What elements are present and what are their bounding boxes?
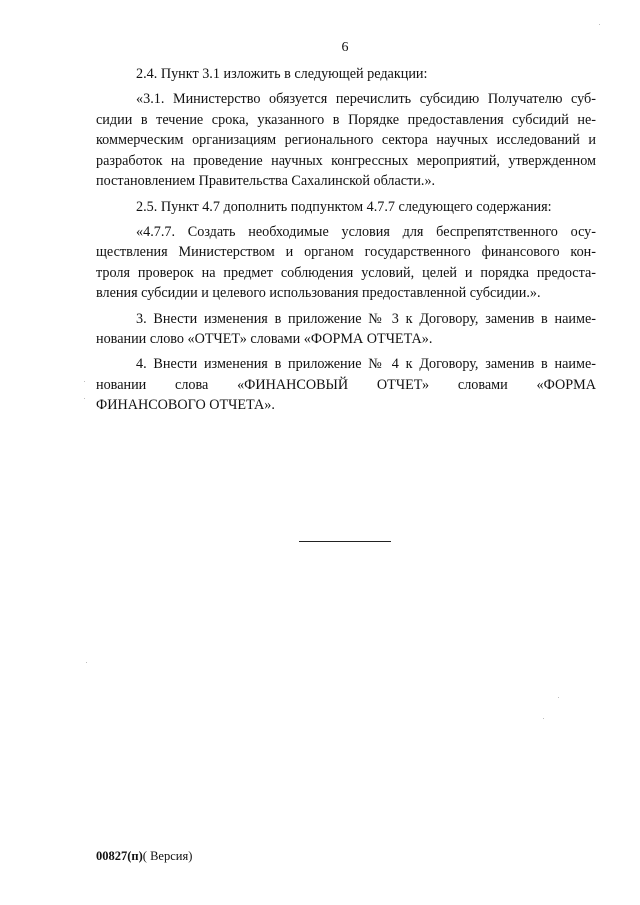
document-body (96, 64, 596, 416)
text-line: коммерческим организациям регионального сектора научных исследований и (96, 132, 596, 149)
text-line: разработок на проведение научных конгрессных мероприятий, утвержденном (96, 152, 596, 169)
paragraph-2-5 (96, 197, 596, 218)
paragraph-2-4 (96, 64, 596, 85)
text-line: «4.7.7. Создать необходимые условия для беспрепятственного осу- (136, 223, 596, 240)
page-number: 6 (341, 40, 349, 55)
text-line: постановлением Правительства Сахалинской области.». (96, 173, 436, 190)
paragraph-4 (96, 354, 596, 416)
text-line: «3.1. Министерство обязуется перечислить субсидию Получателю суб- (136, 91, 596, 108)
scan-speck (84, 398, 85, 399)
document-code: 00827(п) (96, 849, 143, 863)
separator-line (299, 541, 391, 542)
scan-speck (84, 381, 85, 382)
text-line: 2.4. Пункт 3.1 изложить в следующей редакции: (136, 66, 428, 82)
text-line: новании слова «ФИНАНСОВЫЙ ОТЧЕТ» словами «ФОРМА (96, 376, 596, 393)
text-line: вления субсидии и целевого использования предоставленной субсидии.». (96, 285, 541, 302)
paragraph-3 (96, 309, 596, 350)
text-line: ществления Министерством и органом государственного финансового кон- (96, 244, 596, 261)
scan-speck (543, 718, 544, 719)
text-line: 3. Внести изменения в приложение № 3 к Договору, заменив в наиме- (136, 310, 596, 327)
scan-speck (558, 697, 559, 698)
text-line: сидии в течение срока, указанного в Порядке предоставления субсидий не- (96, 111, 596, 128)
text-line: троля проверок на предмет соблюдения условий, целей и порядка предоста- (96, 264, 596, 281)
document-version: ( Версия) (142, 849, 193, 863)
text-line: новании слово «ОТЧЕТ» словами «ФОРМА ОТЧЕТА». (96, 331, 433, 348)
scan-speck (86, 662, 87, 663)
paragraph-3-1-quote (96, 89, 596, 192)
footer (96, 849, 192, 864)
text-line: 4. Внести изменения в приложение № 4 к Договору, заменив в наиме- (136, 356, 596, 373)
text-line: ФИНАНСОВОГО ОТЧЕТА». (96, 397, 275, 414)
paragraph-4-7-7-quote (96, 222, 596, 304)
text-line: 2.5. Пункт 4.7 дополнить подпунктом 4.7.7 следующего содержания: (136, 198, 552, 215)
scan-speck (599, 24, 600, 25)
